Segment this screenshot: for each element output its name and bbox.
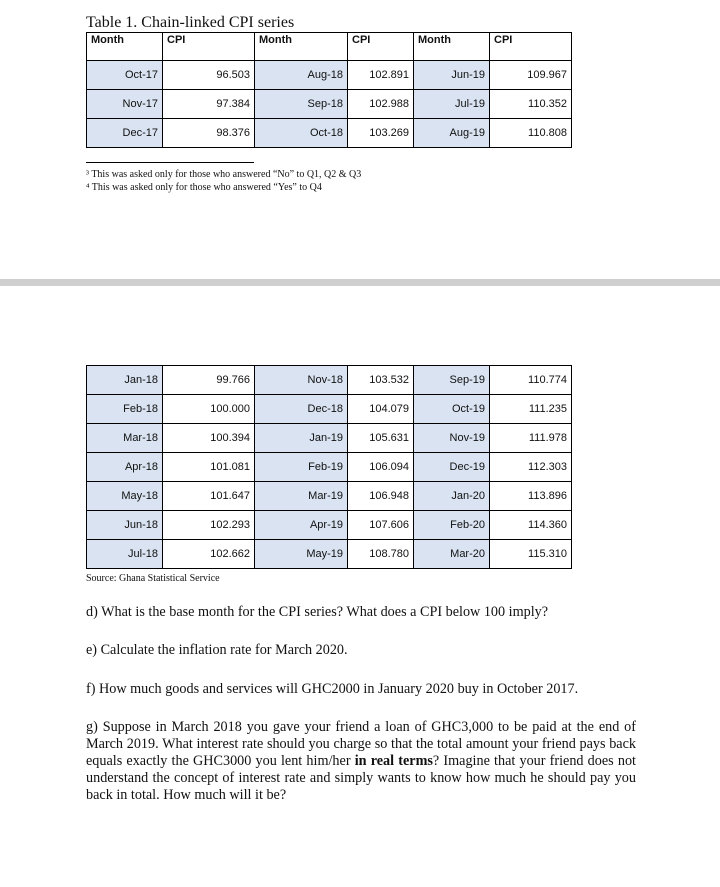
table-title: Table 1. Chain-linked CPI series <box>86 14 295 31</box>
table-row <box>87 424 572 453</box>
source-note: Source: Ghana Statistical Service <box>86 573 220 584</box>
cpi-cell: 115.310 <box>490 540 572 569</box>
question-g-text-1: g) Suppose in March 2018 you gave your friend a loan of GHC3,000 to be paid at the end of March 2019. What interest rate should you charge so that the total amount your friend pays back equals exactly the GHC3000 you lent him/her <box>86 719 636 769</box>
cpi-cell: 107.606 <box>348 511 414 540</box>
header-month-3: Month <box>414 33 490 61</box>
month-cell: Oct-18 <box>255 119 348 148</box>
month-cell: Apr-19 <box>255 511 348 540</box>
footnote-4: ⁴ This was asked only for those who answered “Yes” to Q4 <box>86 182 322 193</box>
table-row <box>87 482 572 511</box>
footnote-rule <box>86 162 254 163</box>
table-header-row <box>87 33 572 61</box>
header-cpi-1: CPI <box>163 33 255 61</box>
month-cell: Feb-19 <box>255 453 348 482</box>
month-cell: Nov-17 <box>87 90 163 119</box>
cpi-cell: 112.303 <box>490 453 572 482</box>
cpi-cell: 108.780 <box>348 540 414 569</box>
month-cell: May-19 <box>255 540 348 569</box>
month-cell: May-18 <box>87 482 163 511</box>
month-cell: Jan-20 <box>414 482 490 511</box>
cpi-cell: 97.384 <box>163 90 255 119</box>
question-g-emphasis: in real terms <box>354 753 433 769</box>
month-cell: Aug-18 <box>255 61 348 90</box>
month-cell: Jul-18 <box>87 540 163 569</box>
month-cell: Sep-19 <box>414 366 490 395</box>
header-month-2: Month <box>255 33 348 61</box>
cpi-cell: 103.269 <box>348 119 414 148</box>
cpi-cell: 109.967 <box>490 61 572 90</box>
cpi-cell: 102.891 <box>348 61 414 90</box>
cpi-table-bottom <box>86 365 572 569</box>
month-cell: Feb-18 <box>87 395 163 424</box>
table-row <box>87 395 572 424</box>
cpi-cell: 98.376 <box>163 119 255 148</box>
month-cell: Mar-20 <box>414 540 490 569</box>
cpi-cell: 99.766 <box>163 366 255 395</box>
question-g-text-2: ? Imagine that your friend does not understand the concept of interest rate and simply wants to know how much he should pay you back in total. How much will it be? <box>86 753 636 803</box>
month-cell: Feb-20 <box>414 511 490 540</box>
month-cell: Jan-18 <box>87 366 163 395</box>
cpi-cell: 104.079 <box>348 395 414 424</box>
footnote-3: ³ This was asked only for those who answered “No” to Q1, Q2 & Q3 <box>86 169 362 180</box>
month-cell: Jul-19 <box>414 90 490 119</box>
cpi-cell: 106.094 <box>348 453 414 482</box>
month-cell: Dec-18 <box>255 395 348 424</box>
cpi-cell: 111.235 <box>490 395 572 424</box>
table-row <box>87 453 572 482</box>
header-cpi-3: CPI <box>490 33 572 61</box>
header-month-1: Month <box>87 33 163 61</box>
cpi-cell: 105.631 <box>348 424 414 453</box>
cpi-cell: 102.293 <box>163 511 255 540</box>
cpi-cell: 110.352 <box>490 90 572 119</box>
month-cell: Mar-18 <box>87 424 163 453</box>
table-row <box>87 511 572 540</box>
cpi-cell: 101.081 <box>163 453 255 482</box>
month-cell: Nov-18 <box>255 366 348 395</box>
cpi-cell: 111.978 <box>490 424 572 453</box>
cpi-cell: 110.774 <box>490 366 572 395</box>
month-cell: Apr-18 <box>87 453 163 482</box>
month-cell: Aug-19 <box>414 119 490 148</box>
cpi-cell: 100.000 <box>163 395 255 424</box>
question-e: e) Calculate the inflation rate for March 2020. <box>86 642 348 658</box>
month-cell: Oct-19 <box>414 395 490 424</box>
month-cell: Sep-18 <box>255 90 348 119</box>
cpi-cell: 102.988 <box>348 90 414 119</box>
month-cell: Dec-19 <box>414 453 490 482</box>
month-cell: Jun-18 <box>87 511 163 540</box>
cpi-table-top <box>86 32 572 148</box>
table-row <box>87 366 572 395</box>
question-f: f) How much goods and services will GHC2000 in January 2020 buy in October 2017. <box>86 681 579 697</box>
month-cell: Jun-19 <box>414 61 490 90</box>
cpi-cell: 110.808 <box>490 119 572 148</box>
cpi-cell: 103.532 <box>348 366 414 395</box>
cpi-cell: 106.948 <box>348 482 414 511</box>
month-cell: Oct-17 <box>87 61 163 90</box>
page-separator <box>0 279 720 286</box>
cpi-cell: 102.662 <box>163 540 255 569</box>
table-row <box>87 61 572 90</box>
cpi-cell: 96.503 <box>163 61 255 90</box>
month-cell: Nov-19 <box>414 424 490 453</box>
month-cell: Mar-19 <box>255 482 348 511</box>
month-cell: Dec-17 <box>87 119 163 148</box>
table-row <box>87 540 572 569</box>
cpi-cell: 113.896 <box>490 482 572 511</box>
table-row <box>87 90 572 119</box>
header-cpi-2: CPI <box>348 33 414 61</box>
cpi-cell: 114.360 <box>490 511 572 540</box>
cpi-cell: 101.647 <box>163 482 255 511</box>
cpi-cell: 100.394 <box>163 424 255 453</box>
month-cell: Jan-19 <box>255 424 348 453</box>
table-row <box>87 119 572 148</box>
question-g <box>86 719 636 804</box>
question-d: d) What is the base month for the CPI series? What does a CPI below 100 imply? <box>86 604 549 620</box>
